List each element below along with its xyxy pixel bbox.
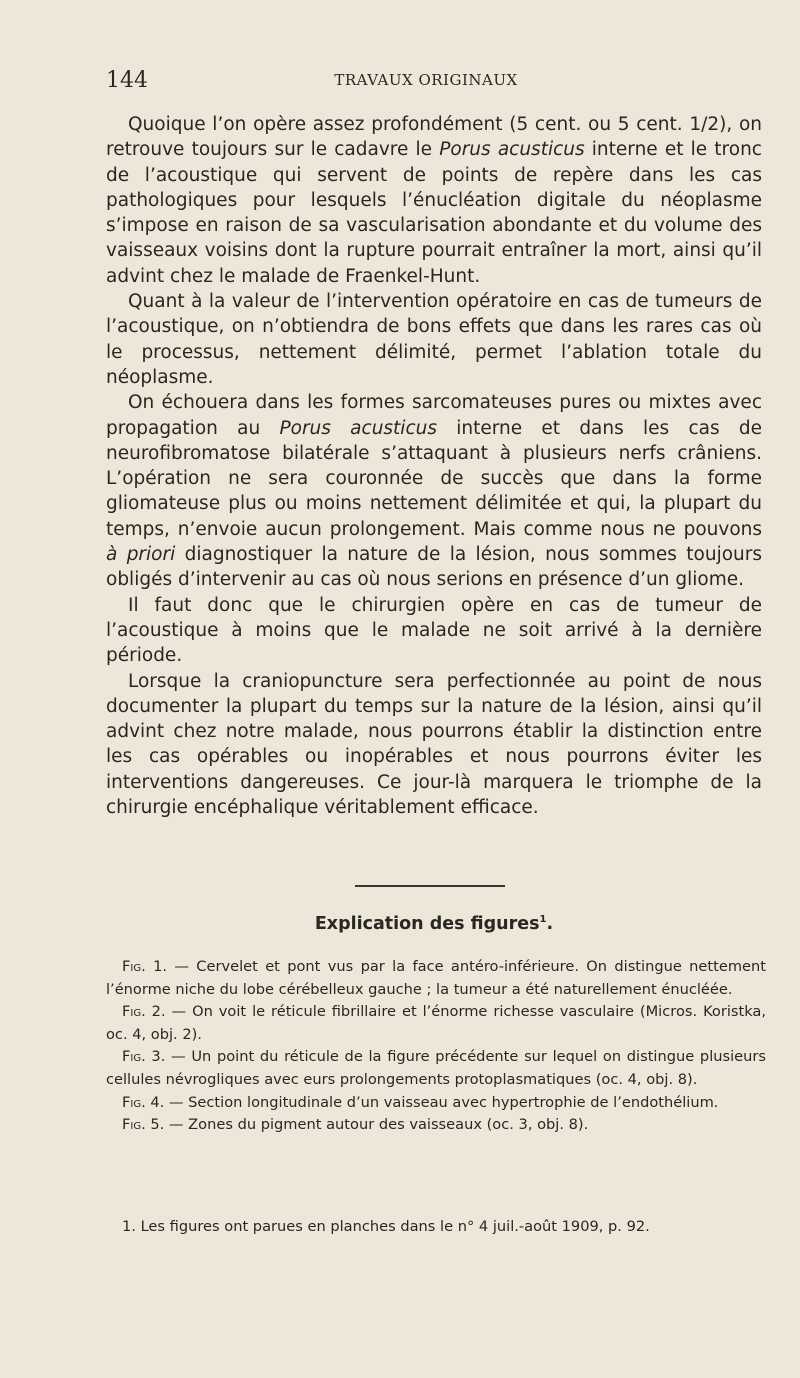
figure-caption (106, 1046, 766, 1091)
paragraph-text: Il faut donc que le chirurgien opère en cas de tumeur de l’acoustique à moins que le malade ne soit arrivé à la dernière période. (106, 594, 762, 667)
italic-term: Porus acusticus (439, 139, 585, 161)
paragraph (106, 289, 762, 390)
paragraph (106, 669, 762, 821)
figure-caption-text: — Zones du pigment autour des vaisseaux (oc. 3, obj. 8). (164, 1116, 589, 1134)
figure-caption-text: — Un point du réticule de la figure précédente sur lequel on distingue plusieurs cellules névrogliques avec eurs prolongements protoplasmatiques (oc. 4, obj. 8). (106, 1048, 766, 1088)
figure-caption-text: — Section longitudinale d’un vaisseau avec hypertrophie de l’endothélium. (164, 1093, 719, 1111)
paragraph-text: interne et dans les cas de neurofibromatose bilatérale s’attaquant à plusieurs nerfs crâniens. L’opération ne sera couronnée de succès que dans la forme gliomateuse plus ou moins nettement délimitée et qui, la plupart du temps, n’envoie aucun prolongement. Mais comme nous ne pouvons (106, 417, 763, 540)
figure-captions (106, 956, 766, 1137)
body-text (106, 112, 762, 820)
figure-label: Fig. 4. (122, 1093, 165, 1111)
italic-term: à priori (106, 544, 176, 566)
figure-label: Fig. 2. (122, 1003, 166, 1021)
paragraph-text: interne et le tronc de l’acoustique qui servent de points de repère dans les cas pathologiques pour lesquels l’énucléation digitale du néoplasme s’impose en raison de sa vascularisation abondante et du volume des vaisseaux voisins dont la rupture pourrait entraîner la mort, ainsi qu’il advint chez le malade de Fraenkel-Hunt. (106, 139, 762, 287)
figure-caption-text: — On voit le réticule fibrillaire et l’énorme richesse vasculaire (Micros. Koristka, oc. 4, obj. 2). (106, 1003, 766, 1043)
running-head: TRAVAUX ORIGINAUX (334, 71, 518, 89)
section-divider (355, 885, 505, 887)
paragraph-text: On échouera dans les formes sarcomateuses pures ou mixtes avec propagation au (106, 392, 762, 439)
page-number: 144 (106, 68, 148, 93)
footnote: 1. Les figures ont parues en planches dans le n° 4 juil.-août 1909, p. 92. (122, 1218, 650, 1235)
paragraph (106, 390, 762, 592)
paragraph-text: diagnostiquer la nature de la lésion, nous sommes toujours obligés d’intervenir au cas où nous serions en présence d’un gliome. (106, 544, 762, 591)
figure-caption-text: — Cervelet et pont vus par la face antéro-inférieure. On distingue nettement l’énorme niche du lobe cérébelleux gauche ; la tumeur a été naturellement énucléée. (106, 958, 766, 998)
paragraph-text: Quant à la valeur de l’intervention opératoire en cas de tumeurs de l’acoustique, on n’obtiendra de bons effets que dans les rares cas où le processus, nettement délimité, permet l’ablation totale du néoplasme. (106, 291, 762, 388)
figure-label: Fig. 5. (122, 1116, 165, 1134)
section-title-text: Explication des figures (314, 914, 540, 934)
figure-label: Fig. 1. (122, 958, 168, 975)
figure-caption (106, 1092, 766, 1115)
section-title: Explication des figures$^1$. (314, 914, 554, 934)
paragraph (106, 112, 762, 289)
italic-term: Porus acusticus (279, 417, 437, 439)
figure-caption (106, 1001, 766, 1046)
page-header (106, 68, 746, 96)
figure-caption (106, 1114, 766, 1137)
figure-caption (106, 956, 766, 1001)
paragraph-text: Lorsque la craniopuncture sera perfectionnée au point de nous documenter la plupart du temps sur la nature de la lésion, ainsi qu’il advint chez notre malade, nous pourrons établir la distinction entre les cas opérables ou inopérables et nous pourrons éviter les interventions dangereuses. Ce jour-là marquera le triomphe de la chirurgie encéphalique véritablement efficace. (106, 670, 762, 819)
paragraph-text: Quoique l’on opère assez profondément (5 cent. ou 5 cent. 1/2), on retrouve toujours sur le cadavre le (106, 114, 762, 161)
paragraph (106, 593, 762, 669)
figure-label: Fig. 3. (122, 1048, 166, 1066)
footnote-marker: 1 (539, 914, 547, 926)
